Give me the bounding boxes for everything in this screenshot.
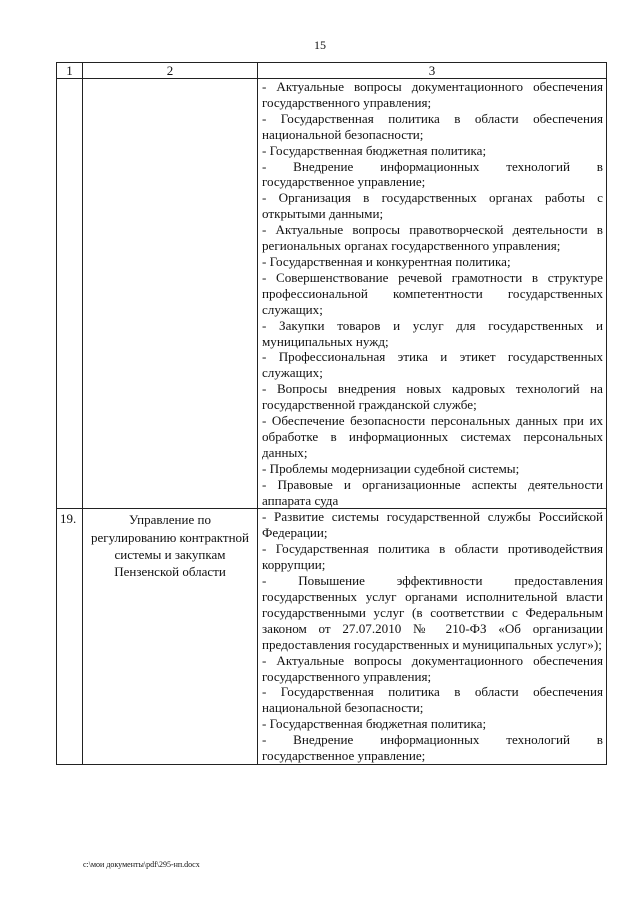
topics-cell	[258, 79, 607, 509]
topic-item: - Внедрение информационных технологий в государственное управление;	[262, 732, 603, 764]
topic-item: - Правовые и организационные аспекты деятельности аппарата суда	[262, 476, 603, 508]
column-header-3: 3	[258, 63, 607, 79]
row-number-cell	[57, 79, 83, 509]
topic-item: - Актуальные вопросы правотворческой деятельности в региональных органах государственного управления;	[262, 222, 603, 254]
topic-item: - Вопросы внедрения новых кадровых технологий на государственной гражданской службе;	[262, 381, 603, 413]
page-number: 15	[314, 38, 326, 52]
column-header-1: 1	[57, 63, 83, 79]
document-table	[56, 62, 607, 765]
topic-item: - Профессиональная этика и этикет государственных служащих;	[262, 349, 603, 381]
topic-item: - Закупки товаров и услуг для государственных и муниципальных нужд;	[262, 317, 603, 349]
topic-item: - Государственная политика в области противодействия коррупции;	[262, 541, 603, 573]
topic-item: - Актуальные вопросы документационного обеспечения государственного управления;	[262, 79, 603, 110]
topic-item: - Проблемы модернизации судебной системы;	[262, 460, 520, 476]
topic-item: - Повышение эффективности предоставления государственных услуг органами исполнительной власти государственными услуг (в соответствии с Федеральным законом от 27.07.2010 № 210-ФЗ «Об организации предоставления государственных и муниципальных услуг»);	[262, 573, 603, 652]
table-header-row	[57, 63, 607, 79]
topic-item: - Обеспечение безопасности персональных данных при их обработке в информационных системах персональных данных;	[262, 413, 603, 460]
table-row-continued	[57, 79, 607, 509]
footer-file-path: c:\мои документы\pdf\295-нп.docx	[83, 860, 200, 869]
topic-item: - Государственная и конкурентная политика;	[262, 253, 511, 269]
topics-cell	[258, 509, 607, 765]
topic-item: - Государственная политика в области обеспечения национальной безопасности;	[262, 684, 603, 716]
topic-item: - Государственная бюджетная политика;	[262, 142, 487, 158]
topic-item: - Развитие системы государственной службы Российской Федерации;	[262, 509, 603, 541]
topic-item: - Государственная бюджетная политика;	[262, 716, 487, 732]
table-row-19	[57, 509, 607, 765]
topic-item: - Государственная политика в области обеспечения национальной безопасности;	[262, 110, 603, 142]
organization-cell	[83, 79, 258, 509]
topic-item: - Актуальные вопросы документационного обеспечения государственного управления;	[262, 652, 603, 684]
column-header-2: 2	[83, 63, 258, 79]
organization-cell: Управление по регулированию контрактной системы и закупкам Пензенской области	[83, 509, 258, 765]
topic-item: - Совершенствование речевой грамотности в структуре профессиональной компетентности государственных служащих;	[262, 269, 603, 317]
row-number-cell: 19.	[57, 509, 83, 765]
topic-item: - Внедрение информационных технологий в государственное управление;	[262, 158, 603, 190]
topic-item: - Организация в государственных органах работы с открытыми данными;	[262, 190, 603, 222]
